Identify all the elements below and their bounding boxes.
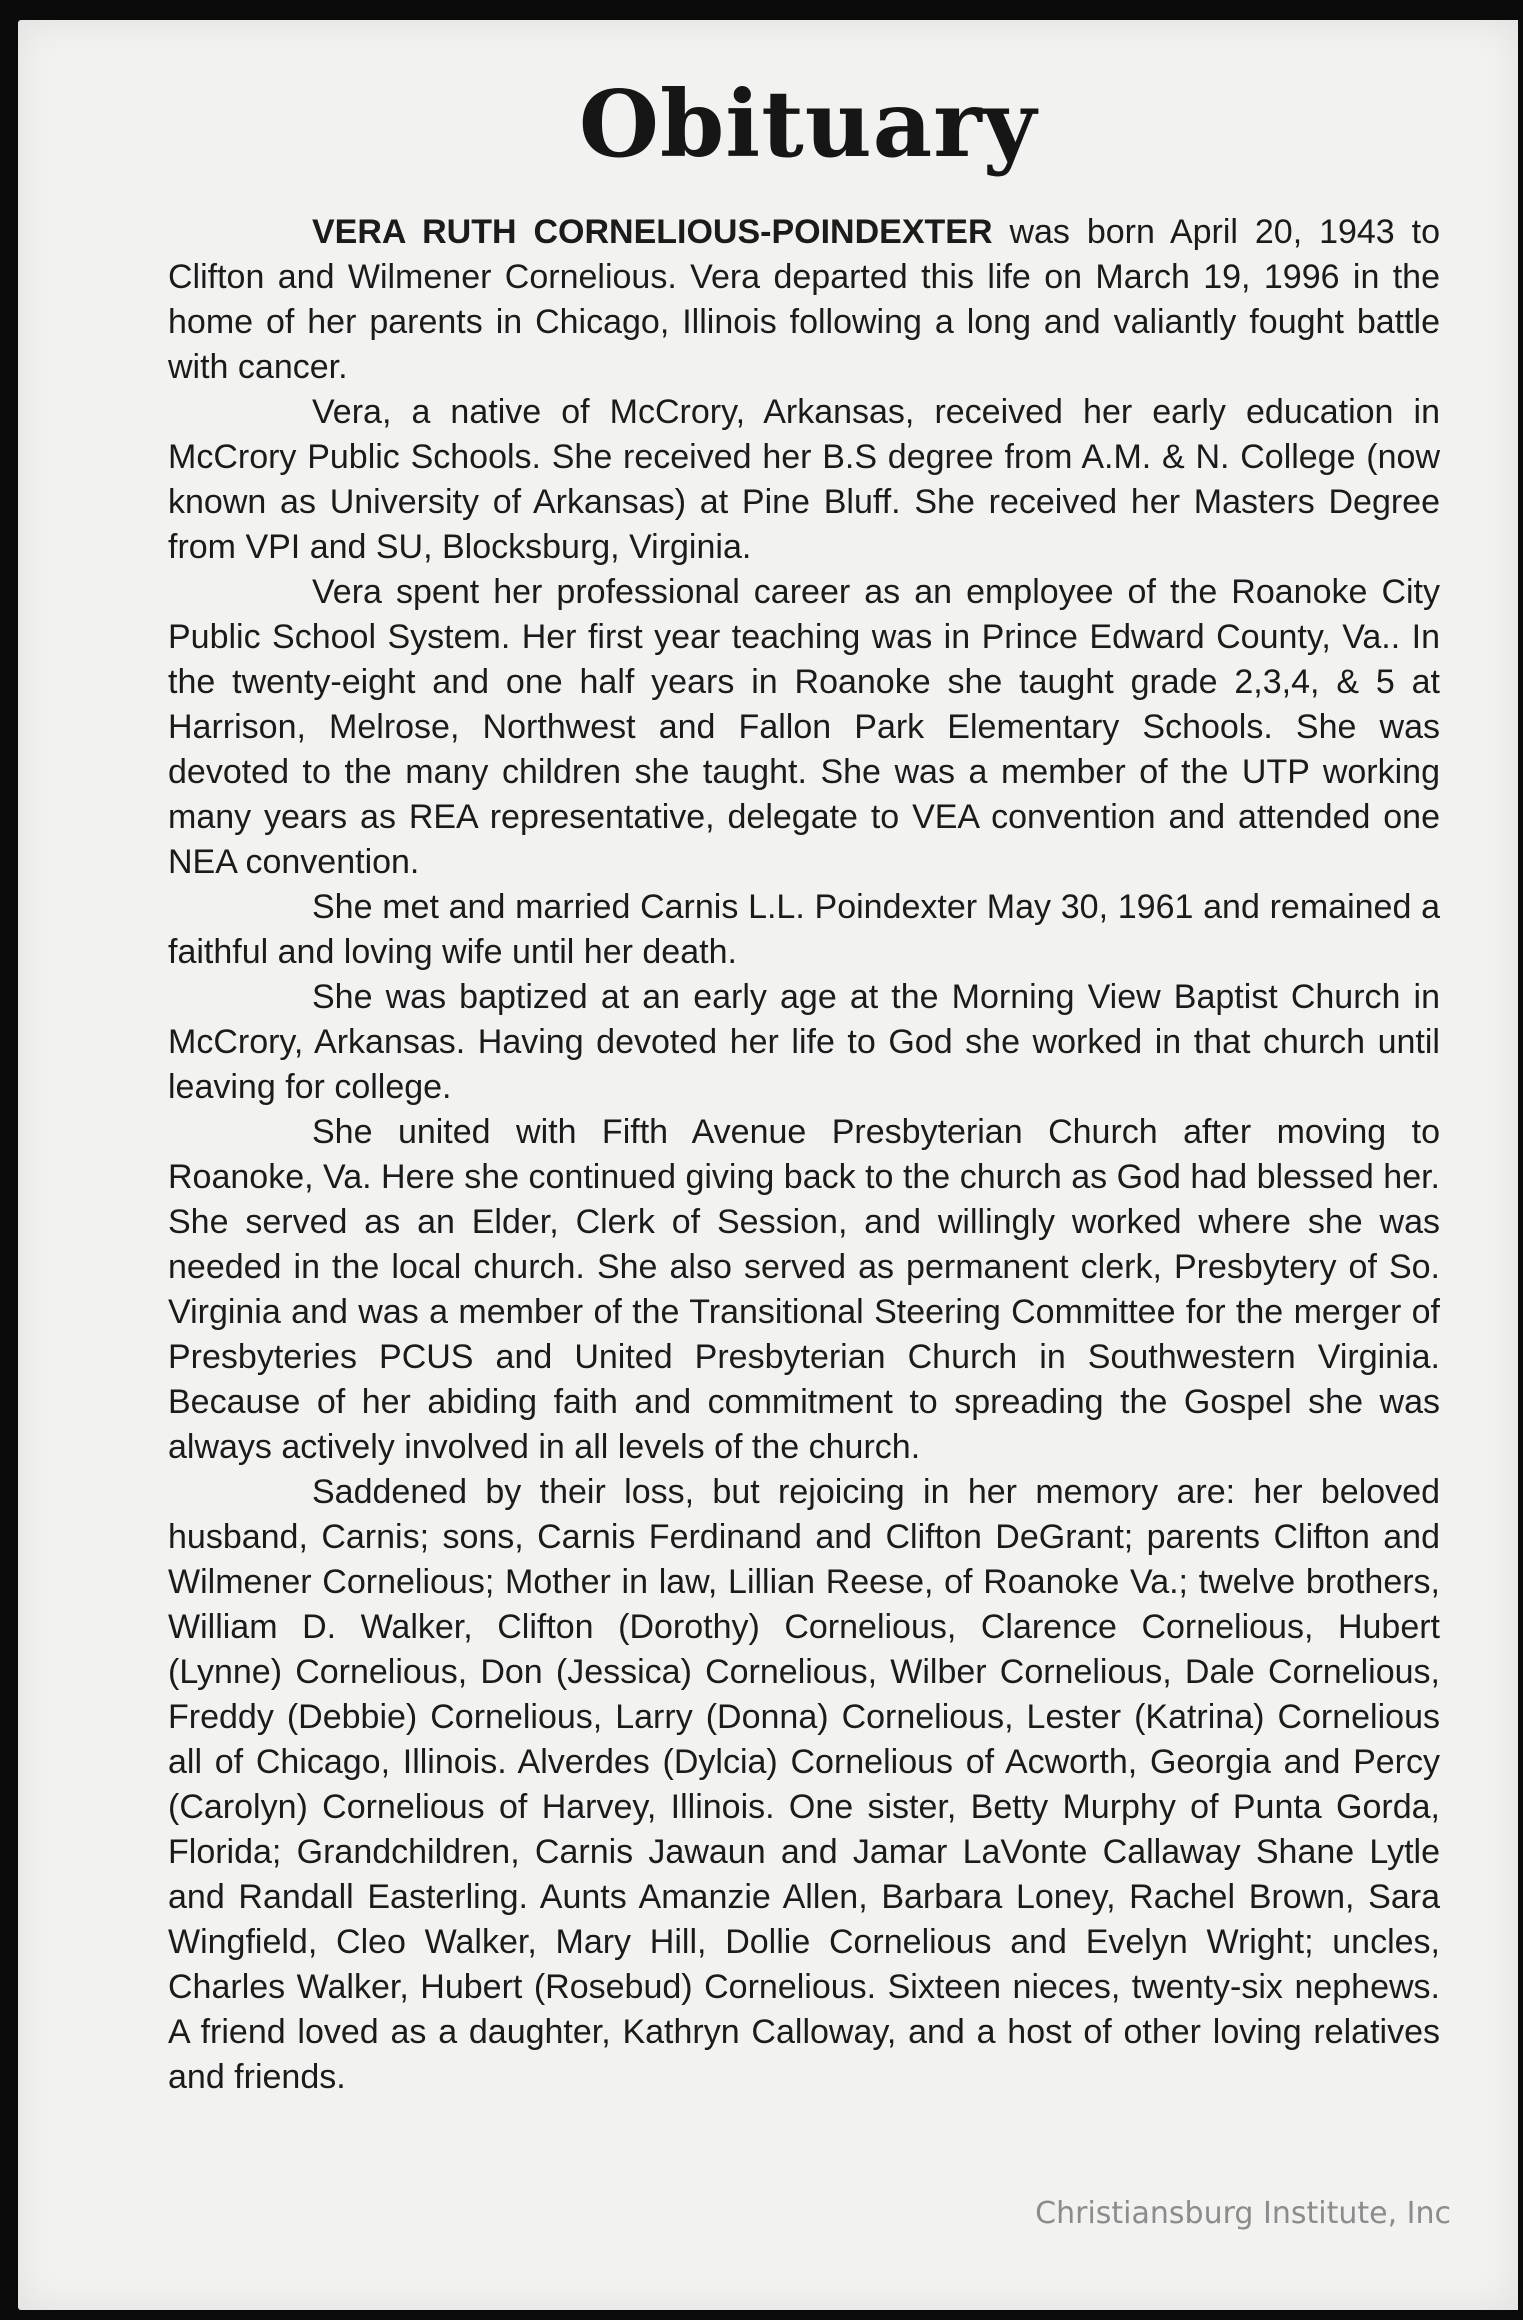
deceased-name: VERA RUTH CORNELIOUS-POINDEXTER (312, 213, 993, 251)
paragraph-church-service: She united with Fifth Avenue Presbyterian Church after moving to Roanoke, Va. Here she continued giving back to the church as God had blessed her. She served as an Elder, Clerk of Session, and willingly worked where she was needed in the local church. She also served as permanent clerk, Presbytery of So. Virginia and was a member of the Transitional Steering Committee for the merger of Presbyteries PCUS and United Presbyterian Church in Southwestern Virginia. Because of her abiding faith and commitment to spreading the Gospel she was always actively involved in all levels of the church. (168, 1113, 1440, 1466)
watermark-credit: Christiansburg Institute, Inc (1035, 2196, 1451, 2231)
paragraph-text: was born April 20, 1943 to Clifton and Wilmener Cornelious. Vera departed this life on March 19, 1996 in the home of her parents in Chicago, Illinois following a long and valiantly fought battle with cancer. (168, 213, 1441, 386)
paragraph-marriage: She met and married Carnis L.L. Poindexter May 30, 1961 and remained a faithful and loving wife until her death. (168, 888, 1440, 971)
document-page (18, 20, 1518, 2310)
paragraph-education: Vera, a native of McCrory, Arkansas, received her early education in McCrory Public Schools. She received her B.S degree from A.M. & N. College (now known as University of Arkansas) at Pine Bluff. She received her Masters Degree from VPI and SU, Blocksburg, Virginia. (168, 393, 1440, 566)
paragraph-survivors: Saddened by their loss, but rejoicing in her memory are: her beloved husband, Carnis; sons, Carnis Ferdinand and Clifton DeGrant; parents Clifton and Wilmener Cornelious; Mother in law, Lillian Reese, of Roanoke Va.; twelve brothers, William D. Walker, Clifton (Dorothy) Cornelious, Clarence Cornelious, Hubert (Lynne) Cornelious, Don (Jessica) Cornelious, Wilber Cornelious, Dale Cornelious, Freddy (Debbie) Cornelious, Larry (Donna) Cornelious, Lester (Katrina) Cornelious all of Chicago, Illinois. Alverdes (Dylcia) Cornelious of Acworth, Georgia and Percy (Carolyn) Cornelious of Harvey, Illinois. One sister, Betty Murphy of Punta Gorda, Florida; Grandchildren, Carnis Jawaun and Jamar LaVonte Callaway Shane Lytle and Randall Easterling. Aunts Amanzie Allen, Barbara Loney, Rachel Brown, Sara Wingfield, Cleo Walker, Mary Hill, Dollie Cornelious and Evelyn Wright; uncles, Charles Walker, Hubert (Rosebud) Cornelious. Sixteen nieces, twenty-six nephews. A friend loved as a daughter, Kathryn Calloway, and a host of other loving relatives and friends. (168, 1473, 1440, 2096)
paragraph-baptism: She was baptized at an early age at the Morning View Baptist Church in McCrory, Arkansas. Having devoted her life to God she worked in that church until leaving for college. (168, 978, 1440, 1106)
page-title: Obituary (578, 70, 1038, 178)
obituary-body (168, 210, 1440, 2100)
paragraph-career: Vera spent her professional career as an employee of the Roanoke City Public School System. Her first year teaching was in Prince Edward County, Va.. In the twenty-eight and one half years in Roanoke she taught grade 2,3,4, & 5 at Harrison, Melrose, Northwest and Fallon Park Elementary Schools. She was devoted to the many children she taught. She was a member of the UTP working many years as REA representative, delegate to VEA convention and attended one NEA convention. (168, 573, 1440, 881)
paragraph-birth-death (168, 210, 1440, 390)
